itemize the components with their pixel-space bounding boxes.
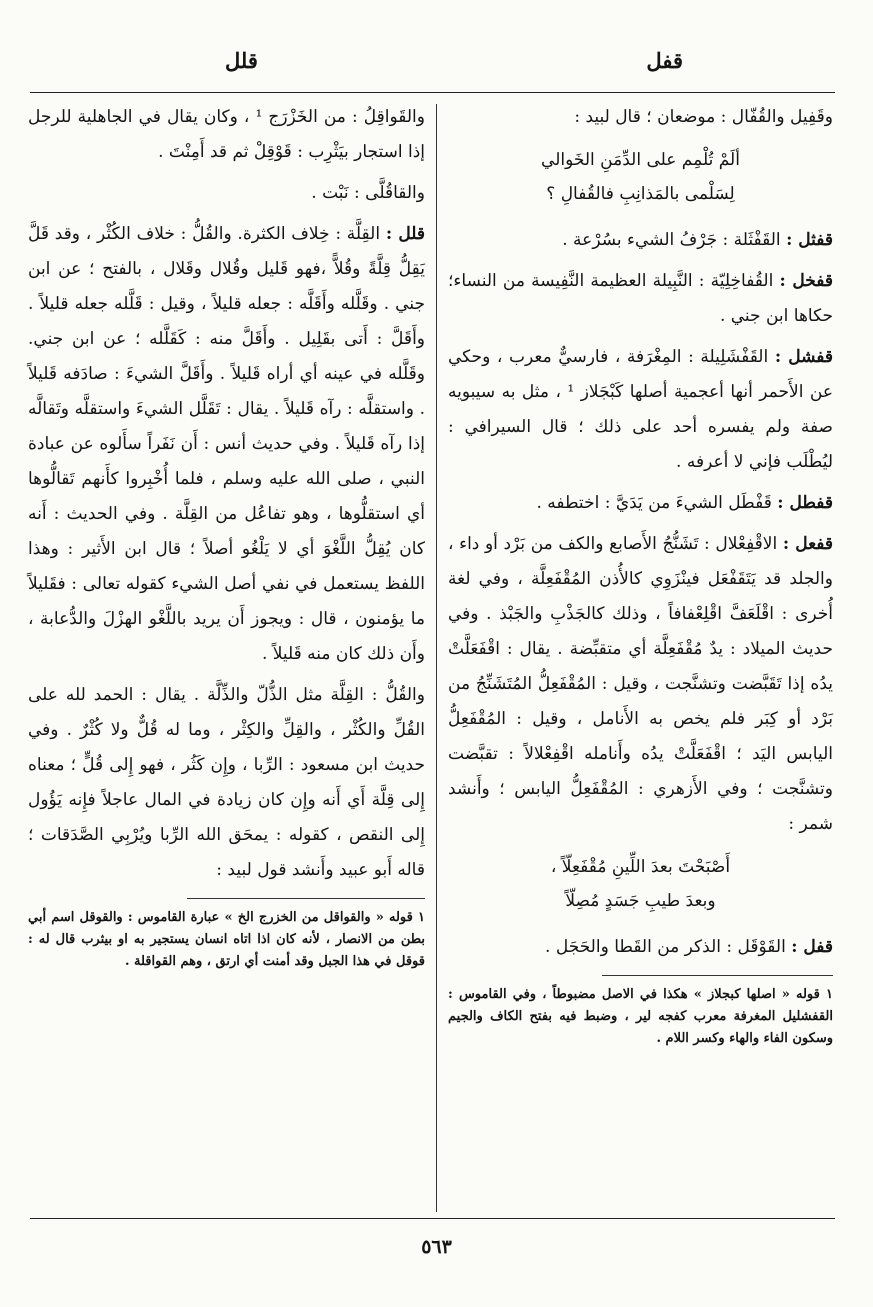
entry-text: القُفاخِلِيّة : النَّبِيلة العظيمة النَّفِيسة من النساء؛ حكاها ابن جني .	[448, 271, 833, 326]
entry-head: قفعل :	[782, 534, 833, 554]
right-verse-2	[448, 850, 833, 918]
header-rule	[30, 92, 835, 93]
right-verse	[448, 143, 833, 211]
right-footnote: ١ قوله « اصلها كبجلاز » هكذا في الاصل مضبوطاً ، وفي القاموس : القفشليل المغرفة معرب كفجه لير ، وضبط فيه بفتح الكاف والجيم وسكون الفاء والهاء وكسر اللام .	[448, 987, 833, 1046]
entry-text: القَوْقَل : الذكر من القَطا والحَجَل .	[545, 937, 786, 957]
verse-line: لِسَلْمى بالمَذانِبِ فالقُفالِ ؟	[546, 184, 735, 204]
column-divider	[436, 104, 437, 1212]
page-number: ٥٦٣	[421, 1236, 452, 1258]
entry-qql	[448, 930, 833, 965]
entry-text: القِلَّة : خِلاف الكثرة. والقُلُّ : خلاف الكُثْر ، وقد قَلَّ يَقِلُّ قِلَّةً وقُلاًّ ،فهو قَليل وقُلال وقَلال ، بالفتح ؛ عن ابن جني . وقَلَّله وأَقَلَّه : جعله قليلاً ، وقيل : قَلَّله جعله قليلاً . وأَقَلَّ : أَتى بقَلِيل . وأَقَلَّ منه : كَقَلَّله ؛ عن ابن جني. وقَلَّله في عينه أي أراه قَليلاً . وأَقَلَّ الشيءَ : صادَفه قَليلاً . واستقلَّه : رآه قَليلاً . يقال : تَقَلَّل الشيءَ واستقلَّه وتَقالَّه إذا رآه قَليلاً . وفي حديث أنس : أَن نَفَراً سأَلوه عن عبادة النبي ، صلى الله عليه وسلم ، فلما أُخْبِروا كأَنهم تَقالُّوها أي استقلُّوها ، وهو تفاعُل من القِلَّة . وفي الحديث : أَنه كان يُقِلُّ اللَّغْوَ أي لا يَلْغُو أصلاً ؛ قال ابن الأَثير : وهذا اللفظ يستعمل في نفي أصل الشيء كقوله تعالى : فقَليلاً ما يؤمنون ، قال : ويجوز أَن يريد باللَّغْو الهزْلَ والدُّعابة ، وأَن ذلك كان منه قَليلاً .	[28, 224, 425, 664]
entry-head: قفشل :	[774, 347, 833, 367]
verse-line: ألَمْ تُلْمِم على الدِّمَنِ الخَوالي	[541, 150, 740, 170]
entry-text: الاقْفِعْلال : تَشَنُّجُ الأَصابع والكف من بَرْد أو داء ، والجلد قد يَتَقَفْعَل فينْزَوِي كالأُذن المُقْفَعِلَّة ، وفي لغة أُخرى : اقْلَعَفَّ اقْلِعْفافاً ، وذلك كالجَذْبِ والجَبْذ . وفي حديث الميلاد : يدٌ مُقْفَعِلَّة أي متقبِّضة . يقال : اقْفَعَلَّتْ يدُه إذا تَقَبَّضت وتشنَّجت ، وقيل : المُقْفَعِلُّ المُتَشَنِّجُ من بَرْد أو كِبَر فلم يخص به الأَنامل ، وقيل : المُقْفَعِلُّ اليابس اليَد ؛ اقْفَعَلَّتْ يدُه وأَنامله اقْفِعْلالاً : تقبَّضت وتشنَّجت ؛ وفي الأَزهري : المُقْفَعِلُّ اليابس ؛ وأَنشد شمر :	[448, 534, 833, 834]
verse-line: وبعدَ طيبِ جَسَدٍ مُصِلّاً	[565, 891, 716, 911]
entry-qll	[28, 217, 425, 672]
entry-qull	[28, 678, 425, 888]
entry-head: قلل :	[385, 224, 426, 244]
entry-qfthl	[448, 223, 833, 258]
header-left-keyword: قلل	[225, 48, 258, 73]
entry-head: قفخل :	[779, 271, 833, 291]
right-column	[448, 100, 833, 1050]
entry-head: قفل :	[791, 937, 833, 957]
entry-text: والقُلُّ : القِلَّة مثل الذُّلّ والذِّلَّة . يقال : الحمد لله على القُلِّ والكُثْر ، والقِلِّ والكِثْر ، وما له قُلٌّ ولا كُثْرٌ . وفي حديث ابن مسعود : الرِّبا ، وإِن كَثُر ، فهو إِلى قُلٍّ ؛ معناه إِلى قِلَّة أَي أَنه وإِن كان زيادة في المال عاجلاً فإِنه يَؤُول إِلى النقص ، كقوله : يمحَق الله الرِّبا ويُرْبِي الصَّدَقات ؛ قاله أَبو عبيد وأَنشد قول لبيد :	[28, 685, 425, 880]
entry-text: القَفْشَلِيلة : المِغْرَفة ، فارسيٌّ معرب ، وحكي عن الأَحمر أنها أعجمية أصلها كَبْجَلاز ¹ ، مثل به سيبويه صفة ولم يفسره أحد على ذلك ؛ قال السيرافي : ليُطْلَب فإني لا أعرفه .	[448, 347, 833, 472]
left-intro-2: والقاقُلَّى : نَبْت .	[311, 183, 425, 203]
entry-head: قفثل :	[786, 230, 833, 250]
footnote-separator	[602, 975, 833, 976]
entry-qftl	[448, 486, 833, 521]
entry-text: القَفْثَلة : جَرْفُ الشيء بسُرْعة .	[562, 230, 781, 250]
verse-line: أَصْبَحْتَ بعدَ اللِّينِ مُقْفَعِلّاً ،	[550, 857, 731, 877]
right-intro: وقَفِيل والقُفّال : موضعان ؛ قال لبيد :	[574, 107, 833, 127]
entry-text: قَفْطَل الشيءَ من يَدَيَّ : اختطفه .	[536, 493, 772, 513]
entry-qfkhl	[448, 264, 833, 334]
left-intro: والقَواقِلُ : من الخَزْرَج ¹ ، وكان يقال في الجاهلية للرجل إذا استجار بيَثْرِب : قَوْقِلْ ثم قد أَمِنْتَ .	[28, 107, 425, 162]
page-header	[0, 44, 873, 84]
left-footnote: ١ قوله « والقواقل من الخزرج الخ » عبارة القاموس : والقوقل اسم أبي بطن من الانصار ، لأنه كان اذا اتاه انسان يستجير به او بيثرب قال له : قوقل في هذا الجبل وقد أمنت أي ارتق ، وهم القواقلة .	[28, 910, 425, 969]
footer-rule	[30, 1218, 835, 1219]
entry-head: قفطل :	[777, 493, 833, 513]
left-column	[28, 100, 425, 973]
entry-qfshl	[448, 340, 833, 480]
entry-qfal	[448, 527, 833, 842]
footnote-separator	[187, 898, 425, 899]
header-right-keyword: قفل	[646, 48, 683, 73]
